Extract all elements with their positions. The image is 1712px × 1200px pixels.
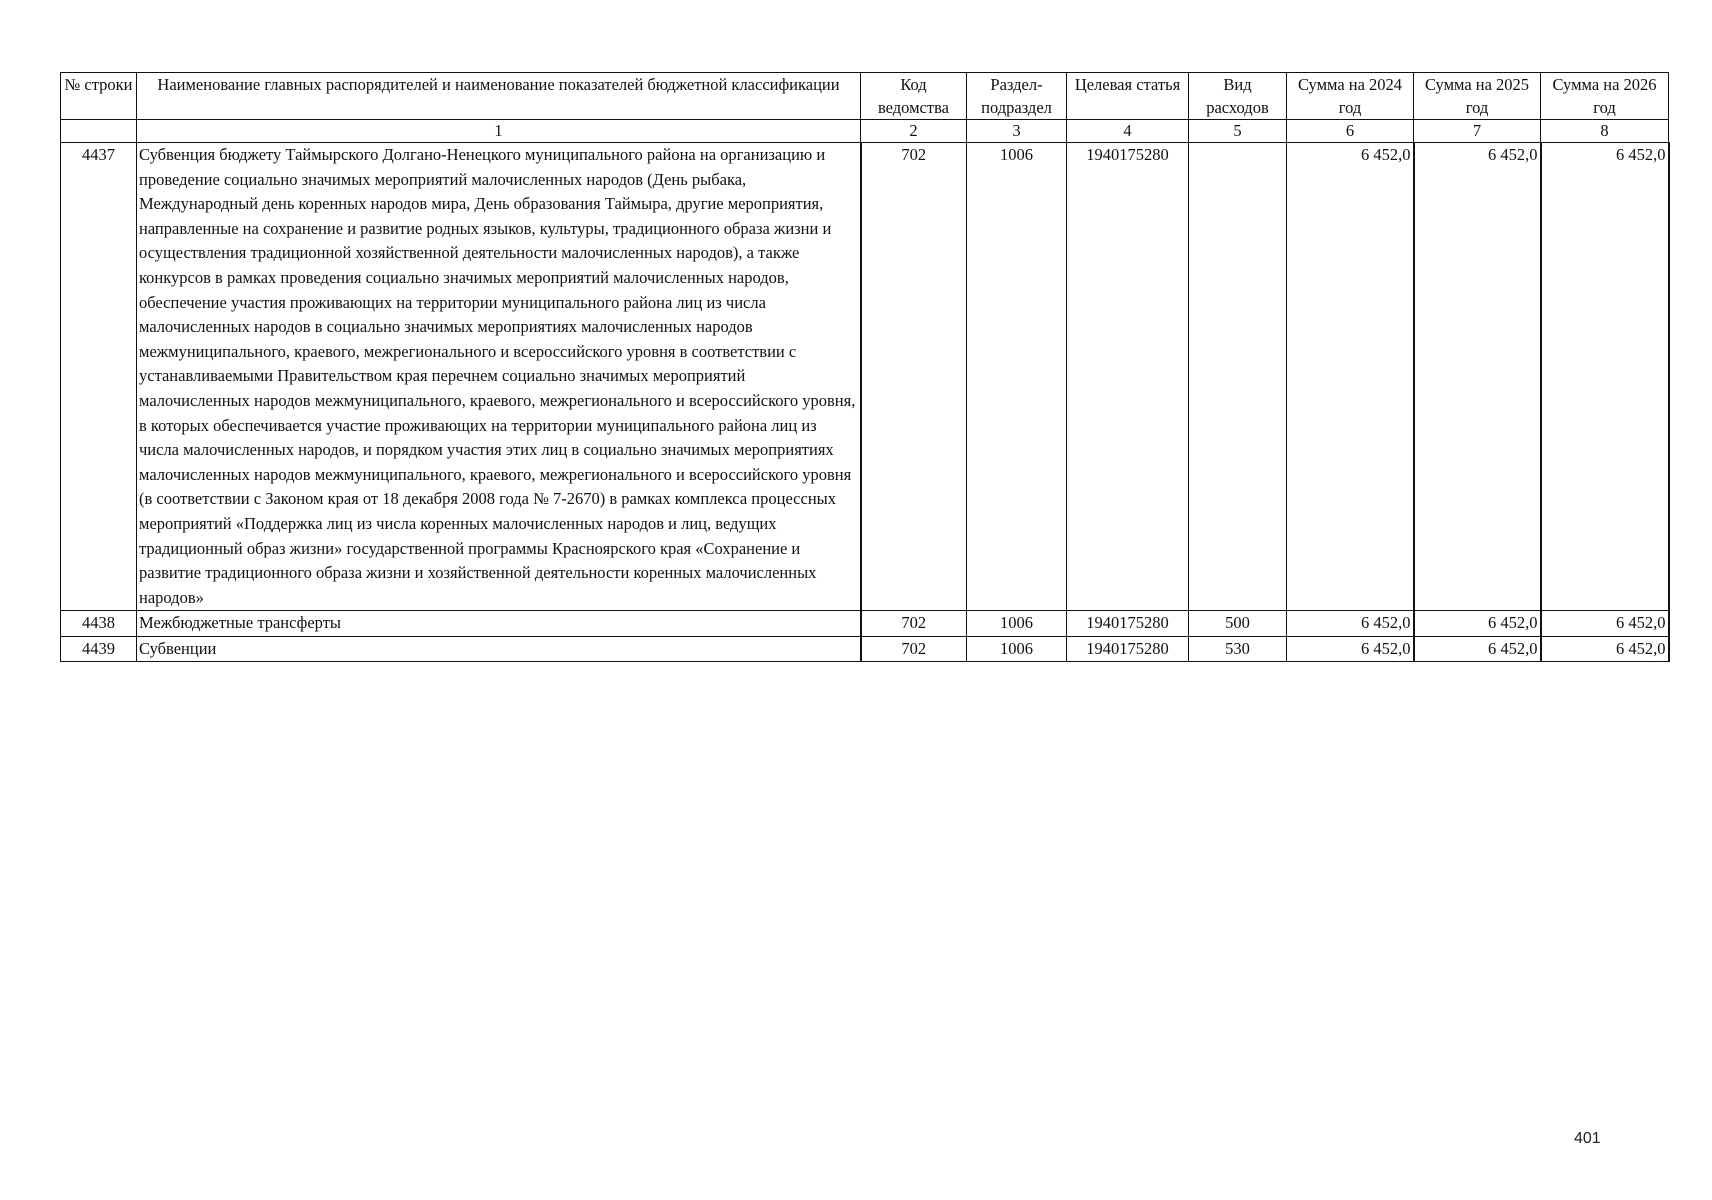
row-name: Межбюджетные трансферты xyxy=(137,611,861,637)
sum-2026: 6 452,0 xyxy=(1541,611,1669,637)
department-code: 702 xyxy=(861,611,967,637)
row-name: Субвенция бюджету Таймырского Долгано-Ненецкого муниципального района на организацию и проведение социально значимых мероприятий малочисленных народов (День рыбака, Международный день коренных народов мира, День образования Таймыра, другие мероприятия, направленные на сохранение и развитие родных языков, культуры, традиционного образа жизни и осуществления традиционной хозяйственной деятельности малочисленных народов), а также конкурсов в рамках проведения социально значимых мероприятий малочисленных народов, обеспечение участия проживающих на территории муниципального района лиц из числа малочисленных народов в социально значимых мероприятиях малочисленных народов межмуниципального, краевого, межрегионального и всероссийского уровня в соответствии с устанавливаемыми Правительством края перечнем социально значимых мероприятий малочисленных народов межмуниципального, краевого, межрегионального и всероссийского уровня, в которых обеспечивается участие проживающих на территории муниципального района лиц из числа малочисленных народов, и порядком участия этих лиц в социально значимых мероприятиях малочисленных народов межмуниципального, краевого, межрегионального и всероссийского уровня (в соответствии с Законом края от 18 декабря 2008 года № 7-2670) в рамках комплекса процессных мероприятий «Поддержка лиц из числа коренных малочисленных народов и лиц, ведущих традиционный образ жизни» государственной программы Красноярского края «Сохранение и развитие традиционного образа жизни и хозяйственной деятельности коренных малочисленных народов» xyxy=(137,143,861,611)
column-index xyxy=(61,120,137,143)
sum-2024: 6 452,0 xyxy=(1287,143,1414,611)
sum-2024: 6 452,0 xyxy=(1287,636,1414,662)
section-code: 1006 xyxy=(967,611,1067,637)
row-name: Субвенции xyxy=(137,636,861,662)
table-row xyxy=(61,143,1669,611)
target-article: 1940175280 xyxy=(1067,611,1189,637)
sum-2024: 6 452,0 xyxy=(1287,611,1414,637)
column-index: 4 xyxy=(1067,120,1189,143)
header-row xyxy=(61,73,1669,120)
header-sum-2026: Сумма на 2026 год xyxy=(1541,73,1669,120)
expense-type xyxy=(1189,143,1287,611)
expense-type: 500 xyxy=(1189,611,1287,637)
column-index: 5 xyxy=(1189,120,1287,143)
sum-2025: 6 452,0 xyxy=(1414,143,1541,611)
header-department-code: Код ведомства xyxy=(861,73,967,120)
table-row xyxy=(61,611,1669,637)
section-code: 1006 xyxy=(967,636,1067,662)
header-sum-2024: Сумма на 2024 год xyxy=(1287,73,1414,120)
column-index-row xyxy=(61,120,1669,143)
column-index: 7 xyxy=(1414,120,1541,143)
row-number: 4438 xyxy=(61,611,137,637)
sum-2026: 6 452,0 xyxy=(1541,636,1669,662)
header-section: Раздел-подраздел xyxy=(967,73,1067,120)
department-code: 702 xyxy=(861,143,967,611)
budget-table xyxy=(60,72,1670,662)
target-article: 1940175280 xyxy=(1067,636,1189,662)
row-number: 4437 xyxy=(61,143,137,611)
column-index: 2 xyxy=(861,120,967,143)
header-row-number: № строки xyxy=(61,73,137,120)
section-code: 1006 xyxy=(967,143,1067,611)
column-index: 6 xyxy=(1287,120,1414,143)
expense-type: 530 xyxy=(1189,636,1287,662)
target-article: 1940175280 xyxy=(1067,143,1189,611)
sum-2025: 6 452,0 xyxy=(1414,611,1541,637)
header-name: Наименование главных распорядителей и наименование показателей бюджетной классификации xyxy=(137,73,861,120)
page-number: 401 xyxy=(1574,1130,1601,1147)
column-index: 3 xyxy=(967,120,1067,143)
column-index: 1 xyxy=(137,120,861,143)
header-target-article: Целевая статья xyxy=(1067,73,1189,120)
sum-2025: 6 452,0 xyxy=(1414,636,1541,662)
sum-2026: 6 452,0 xyxy=(1541,143,1669,611)
department-code: 702 xyxy=(861,636,967,662)
row-number: 4439 xyxy=(61,636,137,662)
column-index: 8 xyxy=(1541,120,1669,143)
table-row xyxy=(61,636,1669,662)
header-sum-2025: Сумма на 2025 год xyxy=(1414,73,1541,120)
header-expense-type: Вид расходов xyxy=(1189,73,1287,120)
